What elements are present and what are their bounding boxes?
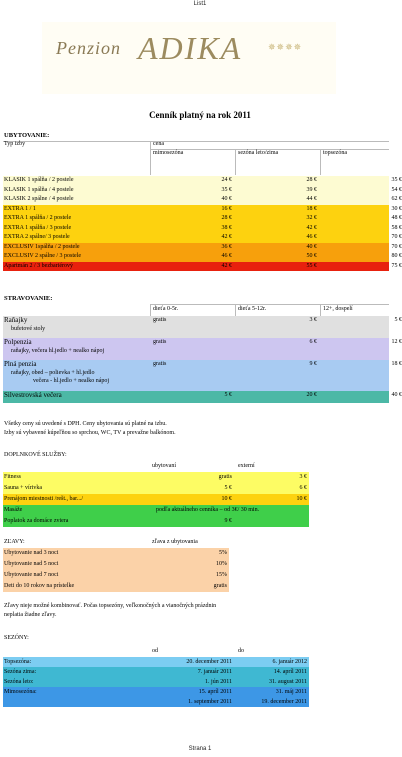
room-price: 54 € (391, 186, 402, 193)
meal-name: Polpenzia (4, 338, 32, 346)
room-price: 40 € (221, 196, 232, 202)
meal-price: gratis (153, 339, 167, 345)
ubytovanie-header (3, 141, 389, 175)
col-adult: 12+, dospelí (323, 306, 353, 312)
service-name: Sauna + vírivka (4, 485, 43, 491)
room-row (3, 252, 402, 262)
meal-price: 18 € (391, 361, 402, 367)
service-price-guest: 10 € (221, 496, 232, 502)
room-row (3, 243, 402, 253)
service-price-guest: gratis (218, 474, 232, 480)
room-price: 48 € (391, 215, 402, 221)
room-price: 35 € (221, 186, 232, 193)
room-name: EXCLUSIV 2 spálne / 3 postele (4, 253, 82, 259)
meal-row (3, 360, 402, 391)
room-price: 16 € (221, 205, 232, 212)
season-from: 20. december 2011 (186, 659, 232, 665)
stravovanie-header (3, 304, 389, 316)
col-external: externí (238, 463, 255, 469)
room-row (3, 214, 402, 224)
logo-word-adika: ADIKA (138, 30, 243, 66)
season-row (3, 687, 309, 697)
room-price: 80 € (391, 253, 402, 259)
room-row (3, 224, 402, 234)
col-price: cena (153, 141, 164, 147)
discount-value: gratis (213, 583, 227, 589)
meal-price: 6 € (309, 339, 317, 345)
season-from: 1. september 2011 (188, 699, 232, 705)
discount-name: Ubytovanie nad 5 noci (4, 561, 59, 567)
room-price: 40 € (306, 243, 317, 250)
sluzby-heading: DOPLNKOVÉ SLUŽBY: (4, 452, 67, 458)
room-price: 70 € (391, 234, 402, 240)
room-price: 28 € (221, 215, 232, 221)
service-name: Poplatok za domáce zviera (4, 518, 69, 524)
room-name: EXTRA 1 / 1 (4, 205, 36, 212)
meal-price: 12 € (391, 339, 402, 345)
ubytovanie-heading: UBYTOVANIE: (4, 132, 50, 139)
discount-value: 10% (216, 561, 227, 567)
service-row (3, 483, 309, 494)
discount-value: 15% (216, 572, 227, 578)
room-price: 24 € (221, 177, 232, 183)
room-name: EXTRA 1 spálňa / 2 postele (4, 215, 72, 221)
room-row (3, 176, 402, 186)
discount-row (3, 570, 229, 581)
room-price: 38 € (221, 224, 232, 231)
season-to: 14. apríl 2011 (273, 669, 307, 675)
meal-price: 5 € (224, 392, 232, 398)
room-row (3, 262, 402, 272)
room-price: 46 € (221, 253, 232, 259)
meal-price: 5 € (394, 317, 402, 323)
season-from: 1. jún 2011 (205, 679, 232, 685)
service-price-guest: 5 € (224, 485, 232, 491)
room-name: EXTRA 1 spálňa / 3 postele (4, 224, 72, 231)
discount-row (3, 548, 229, 559)
season-row (3, 667, 309, 677)
room-price: 50 € (306, 253, 317, 259)
room-price: 44 € (306, 196, 317, 202)
service-row (3, 494, 309, 505)
room-row (3, 233, 402, 243)
season-row (3, 657, 309, 667)
room-price: 36 € (221, 243, 232, 250)
meal-price: 20 € (306, 392, 317, 398)
sezony-heading: SEZÓNY: (4, 635, 29, 641)
season-to: 31. august 2011 (269, 679, 307, 685)
col-to: do (238, 648, 244, 654)
service-price-external: 10 € (296, 496, 307, 502)
room-row (3, 205, 402, 215)
room-name: EXCLUSIV 1spálňa / 2 postele (4, 243, 80, 250)
col-season-off: mimosezóna (153, 150, 184, 156)
service-price-guest: 9 € (224, 518, 232, 524)
room-price: 18 € (306, 205, 317, 212)
col-child-5-12: dieťa 5-12r. (238, 306, 267, 312)
season-name: Sezóna zima: (4, 669, 37, 675)
zlavy-heading: ZĽAVY: (4, 539, 25, 545)
discount-row (3, 559, 229, 570)
meal-price: gratis (153, 317, 167, 323)
room-price: 28 € (306, 177, 317, 183)
discount-name: Ubytovanie nad 3 noci (4, 550, 59, 556)
room-row (3, 186, 402, 196)
season-to: 31. máj 2011 (275, 689, 307, 695)
season-name: Mimosezóna: (4, 689, 37, 695)
service-row (3, 516, 309, 527)
zlavy-note-2: neplatia žiadne zľavy. (4, 612, 57, 618)
meal-name: Silvestrovská večera (4, 391, 62, 399)
service-row (3, 505, 309, 516)
room-name: Apartmán 2 / 3 bezbariérový (4, 262, 73, 269)
meal-price: gratis (153, 361, 167, 367)
room-name: KLASIK 1 spálňa / 4 postele (4, 186, 74, 193)
room-row (3, 195, 402, 205)
col-discount: zľava z ubytovania (152, 539, 198, 545)
room-price: 42 € (306, 224, 317, 231)
season-to: 19. december 2011 (261, 699, 307, 705)
meal-desc: bufetové stoly (11, 326, 46, 332)
col-guests: ubytovaní (152, 463, 176, 469)
room-price: 75 € (391, 262, 402, 269)
service-price-external: 3 € (299, 474, 307, 480)
discount-name: Ubytovanie nad 7 noci (4, 572, 59, 578)
room-price: 46 € (306, 234, 317, 240)
discount-row (3, 581, 229, 592)
logo-stars-icon: ✵✵✵✵ (268, 42, 303, 52)
sheet-name: List1 (193, 1, 207, 7)
service-price: podľa aktuálneho cenníka – od 3€/ 30 min. (156, 507, 260, 513)
room-price: 55 € (306, 262, 317, 269)
season-to: 6. január 2012 (272, 659, 307, 665)
meal-name: Plná penzia (4, 360, 37, 368)
zlavy-note-1: Zľavy nieje možné kombinovať. Počas topsezóny, veľkonočných a vianočných prázdnin (4, 603, 217, 609)
room-price: 62 € (391, 196, 402, 202)
meal-name: Raňajky (4, 316, 28, 324)
room-price: 35 € (391, 177, 402, 183)
meal-desc: večera - hl.jedlo + nealko nápoj (33, 378, 110, 384)
meal-row (3, 338, 402, 360)
service-name: Prenájom miestnosti /rešt., bar.../ (4, 496, 83, 502)
room-price: 42 € (221, 262, 232, 269)
season-from: 7. január 2011 (197, 669, 232, 675)
season-row (3, 697, 309, 707)
meal-desc: raňajky, obed – polievka + hl.jedlo (11, 370, 95, 376)
meal-price: 9 € (309, 361, 317, 367)
room-price: 58 € (391, 224, 402, 231)
season-from: 15. apríl 2011 (198, 689, 232, 695)
discount-value: 5% (219, 550, 227, 556)
logo-word-penzion: Penzion (56, 38, 121, 58)
page-title: Cenník platný na rok 2011 (149, 110, 251, 120)
meal-row (3, 391, 402, 403)
penzion-logo (42, 22, 336, 94)
service-name: Masáže (4, 507, 23, 513)
meal-price: 40 € (391, 392, 402, 398)
meal-row (3, 316, 402, 338)
room-name: KLASIK 1 spálňa / 2 postele (4, 177, 74, 183)
service-row (3, 472, 309, 483)
note-line-2: Izby sú vybavené kúpeľňou so sprchou, WC, TV a prevažne balkónom. (4, 430, 176, 436)
discount-name: Deti do 10 rokov na prístelke (4, 583, 75, 589)
stravovanie-heading: STRAVOVANIE: (4, 295, 53, 302)
season-name: Sezóna leto: (4, 679, 34, 685)
page-footer: Strana 1 (188, 746, 212, 752)
room-price: 42 € (221, 234, 232, 240)
season-name: Topsezóna: (4, 659, 32, 665)
meal-desc: raňajky, večera hl.jedlo + nealko nápoj (11, 348, 105, 354)
room-price: 39 € (306, 186, 317, 193)
note-line-1: Všetky ceny sú uvedené s DPH. Ceny ubytovania sú platné na izbu. (4, 421, 167, 427)
room-price: 70 € (391, 243, 402, 250)
col-room-type: Typ izby (4, 141, 26, 147)
meal-price: 3 € (309, 317, 317, 323)
col-from: od (152, 648, 158, 654)
col-child-0-5: dieťa 0-5r. (153, 306, 179, 312)
service-name: Fitness (4, 474, 22, 480)
col-season-main: sezóna leto/zima (238, 150, 279, 156)
room-name: KLASIK 2 spálne / 4 postele (4, 196, 74, 202)
room-name: EXTRA 2 spálne/ 3 postele (4, 234, 70, 240)
service-price-external: 6 € (299, 485, 307, 491)
room-price: 32 € (306, 215, 317, 221)
col-season-top: topsezóna (323, 150, 347, 156)
room-price: 30 € (391, 205, 402, 212)
season-row (3, 677, 309, 687)
